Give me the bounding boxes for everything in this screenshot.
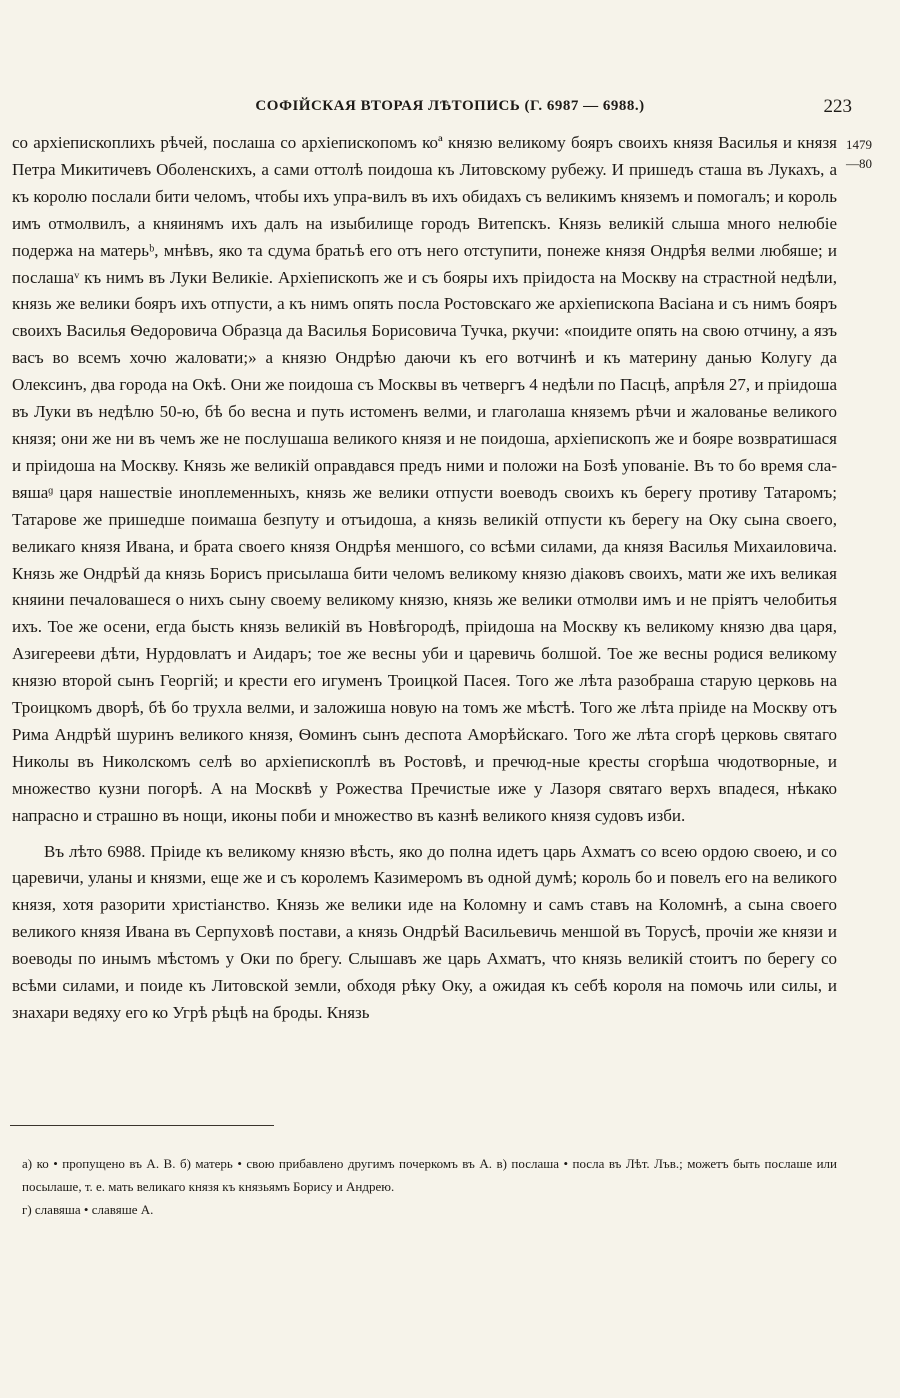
paragraph-2: Въ лѣто 6988. Пріиде къ великому князю вѣсть, яко до полна идетъ царь Ахматъ со всею ордою своею, и со царевичи, уланы и князми, еще же и съ королемъ Казимеромъ въ одной думѣ; король бо и повелъ его на великого князя, хотя разорити христіанство. Князь же велики иде на Коломну и самъ ставъ на Коломнѣ, а сына своего великого князя Ивана въ Серпуховѣ постави, а князь Ондрѣй Васильевичь меншой въ Торусѣ, прочіи же князи и воеводы по инымъ мѣстомъ у Оки по брегу. Слышавъ же царь Ахматъ, что князь великій стоитъ по берегу со всѣми силами, и поиде къ Литовской земли, обходя рѣку Оку, а ожидая къ себѣ короля на помочь или силы, и знахари ведяху его ко Угрѣ рѣцѣ на броды. Князь [12,841,837,1022]
footnote-divider [10,1125,274,1126]
footnotes [22,1152,837,1221]
margin-year-bottom: —80 [846,156,872,171]
margin-year-top: 1479 [846,137,872,152]
footnote-line-1: а) ко • пропущено въ А. В. б) матерь • свою прибавлено другимъ почеркомъ въ А. в) послаша • посла въ Лѣт. Лъв.; можетъ быть послаше или посылаше, т. е. мать великаго князя къ князьямъ Борису и Андрею. [22,1156,837,1194]
main-text [12,130,837,1027]
footnote-line-2: г) славяша • славяше А. [22,1202,154,1217]
running-header [0,94,900,122]
paragraph-1: со архіепископлихъ рѣчей, послаша со архіепископомъ коª князю великому бояръ своихъ князя Василья и князя Петра Микитичевъ Оболенскихъ, а сами оттолѣ поидоша къ Литовскому рубежу. И пришедъ сташа въ Лукахъ, а къ королю послали бити челомъ, чтобы ихъ упра-вилъ въ ихъ обидахъ съ великимъ княземъ и помогалъ; и король имъ отмолвилъ, а княинямъ ихъ далъ на изыбилище городъ Витепскъ. Князь великій слыша много нелюбіе подержа на матерьᵇ, мнѣвъ, яко та сдума братьѣ его отъ него отступити, понеже князя Ондрѣя велми любяше; и послашаᵛ къ нимъ въ Луки Великіе. Архіепископъ же и съ бояры ихъ пріидоста на Москву на страстной недѣли, князь же велики бояръ ихъ отпусти, а къ нимъ опять посла Ростовскаго же архіепископа Васіана и съ нимъ бояръ своихъ Василья Ѳедоровича Образца да Василья Борисовича Тучка, ркучи: «поидите опять на свою отчину, а язъ васъ во всемъ хочю жаловати;» а князю Ондрѣю даючи къ его вотчинѣ и къ материну данью Колугу да Олексинъ, два города на Окѣ. Они же поидоша съ Москвы въ четвергъ 4 недѣли по Пасцѣ, апрѣля 27, и пріидоша въ Луки въ недѣлю 50-ю, бѣ бо весна и путь истоменъ велми, и глаголаша княземъ рѣчи и жалованье великого князя; они же ни въ чемъ же не послушаша великого князя и не поидоша, архіепископъ же и бояре возвратишася и пріидоша на Москву. Князь же великій оправдався предъ ними и положи на Бозѣ упованіе. Въ то бо время сла-вяшаᶢ царя нашествіе иноплеменныхъ, князь же велики отпусти воеводъ своихъ къ берегу противу Татаромъ; Татарове же пришедше поимаша безпуту и отъидоша, а князь великій отпусти къ берегу на Оку сына своего, великаго князя Ивана, и брата своего князя Ондрѣя меншого, со всѣми силами, да князя Василья Михаиловича. Князь же Ондрѣй да князь Борисъ присылаша бити челомъ великому князю діаковъ своихъ, мати же ихъ великая княини печаловашеся о нихъ сыну своему великому князю, князь же велики отмолви имъ и не пріятъ челобитья ихъ. Тое же осени, егда бысть князь великій въ Новѣгородѣ, пріидоша на Москву къ великому князю два царя, Азигерееви дѣти, Нурдовлатъ и Аидаръ; тое же весны уби и царевичь болшой. Тое же весны родися великому князю второй сынъ Георгій; и крести его игуменъ Троицкой Пасея. Того же лѣта разобраша старую церковь на Троицкомъ дворѣ, бѣ бо трухла велми, и заложиша новую на томъ же мѣстѣ. Того же лѣта пріиде на Москву отъ Рима Андрѣй шуринъ великого князя, Ѳоминъ сынъ деспота Аморѣйскаго. Того же лѣта сгорѣ церковь святаго Николы въ Николскомъ селѣ во архіепископлѣ въ Ростовѣ, и пречюд-ные кресты сгорѣша чюдотворные, и множество кузни погорѣ. А на Москвѣ у Рожества Пречистые иже у Лазоря святаго верхъ впадеся, нѣкако напрасно и страшно въ нощи, иконы поби и множество въ казнѣ великого князя судовъ изби. [12,133,837,825]
page-number: 223 [823,96,852,117]
running-title: СОФІЙСКАЯ ВТОРАЯ ЛѢТОПИСЬ (Г. 6987 — 6988.) [255,98,645,114]
